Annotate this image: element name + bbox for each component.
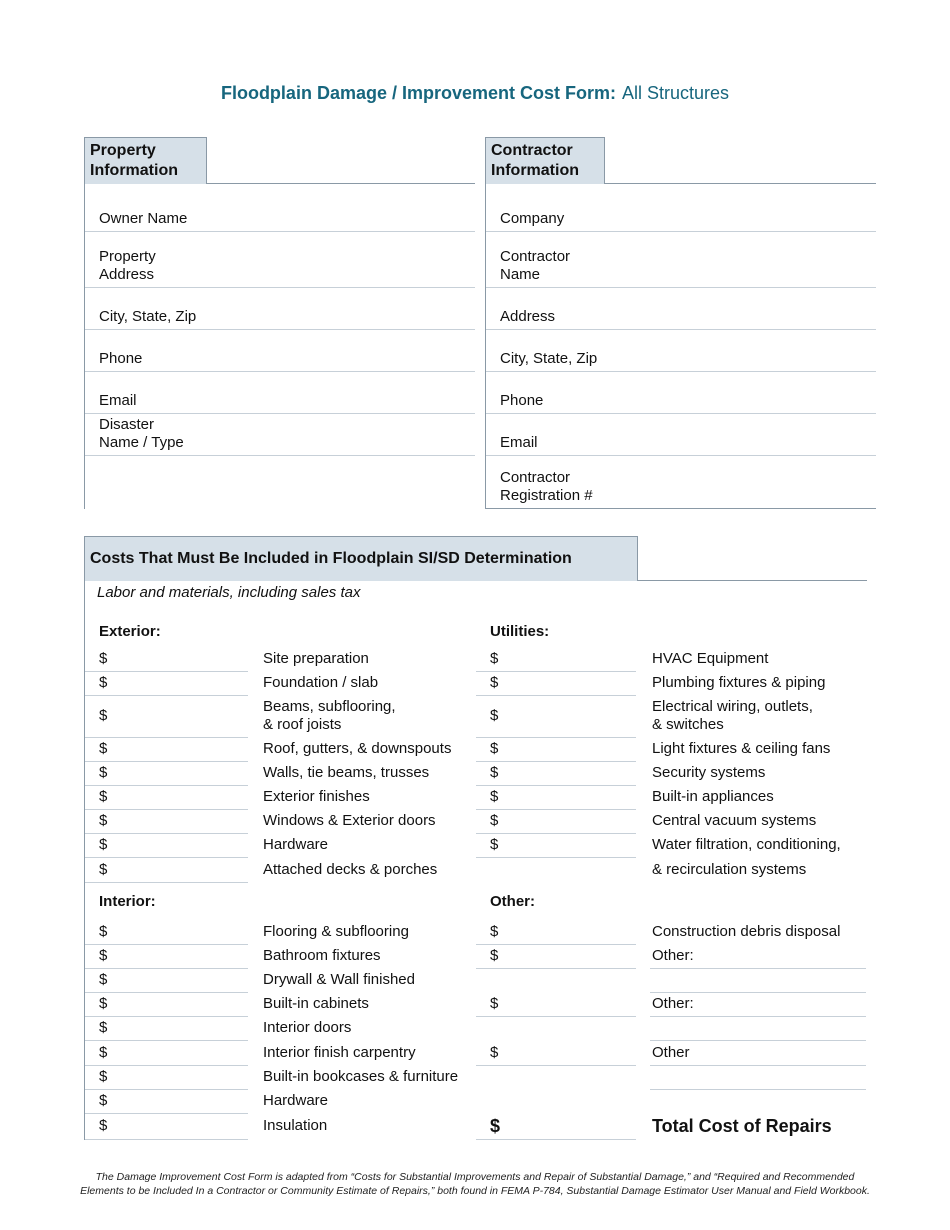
exterior-item-label [263,788,370,806]
utilities-item-line2: & switches [652,716,724,733]
total-amount-field[interactable] [476,1139,636,1140]
other-cost-input[interactable] [476,1016,636,1017]
interior-dollar-sign: $ [99,1117,108,1134]
costs-header-rule [637,580,867,581]
property-field-label [99,308,196,326]
property-field-input[interactable] [85,287,475,288]
other-cost-input[interactable] [476,968,636,969]
utilities-item-line1: & recirculation systems [652,861,807,878]
interior-cost-input[interactable] [85,1089,248,1090]
footnote-line2: Elements to be Included In a Contractor or Community Estimate of Repairs,” both found in FEMA P-784, Substantial Damage Estimator User Manual and Field Workbook. [80,1185,870,1197]
interior-dollar-sign: $ [99,971,108,988]
other-description-input[interactable] [650,992,866,993]
property-header-line2: Information [90,162,178,179]
contractor-field-label [500,248,570,284]
interior-cost-input[interactable] [85,1016,248,1017]
other-item-label: Other: [652,995,694,1012]
contractor-field-input[interactable] [486,508,876,509]
property-field-label [99,350,142,368]
exterior-cost-input[interactable] [85,737,248,738]
exterior-item-label [263,740,451,758]
utilities-item-line1: Electrical wiring, outlets, [652,698,813,715]
utilities-cost-input[interactable] [476,857,636,858]
utilities-item-line1: Built-in appliances [652,788,774,805]
contractor-field-label-line1: Company [500,210,565,227]
costs-header [84,536,638,581]
footnote-line1: The Damage Improvement Cost Form is adapted from “Costs for Substantial Improvements and Repair of Substantial Damage,” and “Required and Recommended [95,1171,855,1183]
property-field-label-line2: Address [99,266,155,283]
other-description-input[interactable] [650,968,866,969]
other-dollar-sign: $ [490,1044,499,1061]
property-field-label-line1: Owner Name [99,210,188,227]
contractor-field-label-line1: Contractor [500,469,571,486]
interior-item-label: Interior doors [263,1019,352,1036]
interior-dollar-sign: $ [99,947,108,964]
interior-cost-input[interactable] [85,1065,248,1066]
exterior-dollar-sign: $ [99,788,108,805]
utilities-cost-input[interactable] [476,761,636,762]
interior-cost-input[interactable] [85,1139,248,1140]
interior-item-label: Interior finish carpentry [263,1044,416,1061]
interior-dollar-sign: $ [99,1044,108,1061]
exterior-item-line1: Walls, tie beams, trusses [263,764,430,781]
utilities-label: Utilities: [490,623,550,640]
contractor-field-label-line1: Contractor [500,248,571,265]
exterior-item-line1: Attached decks & porches [263,861,438,878]
interior-dollar-sign: $ [99,1092,108,1109]
interior-dollar-sign: $ [99,995,108,1012]
utilities-cost-input[interactable] [476,833,636,834]
other-item-label: Other: [652,947,694,964]
contractor-field-input[interactable] [486,231,876,232]
costs-left-border [84,580,85,1140]
property-field-input[interactable] [85,455,475,456]
interior-cost-input[interactable] [85,944,248,945]
exterior-cost-input[interactable] [85,785,248,786]
other-description-input[interactable] [650,1016,866,1017]
total-dollar-sign: $ [490,1116,501,1136]
exterior-item-label [263,861,437,879]
utilities-item-label [652,740,830,758]
utilities-item-label [652,674,825,692]
interior-cost-input[interactable] [85,1040,248,1041]
other-cost-input[interactable] [476,944,636,945]
exterior-item-label [263,650,369,668]
property-field-input[interactable] [85,231,475,232]
exterior-item-line1: Beams, subflooring, [263,698,396,715]
costs-header-text: Costs That Must Be Included in Floodplain SI/SD Determination [90,550,572,567]
utilities-cost-input[interactable] [476,737,636,738]
contractor-field-input[interactable] [486,455,876,456]
exterior-item-line2: & roof joists [263,716,342,733]
utilities-item-line1: Plumbing fixtures & piping [652,674,826,691]
exterior-item-label [263,836,328,854]
contractor-header [485,137,605,184]
utilities-cost-input[interactable] [476,671,636,672]
utilities-cost-input[interactable] [476,785,636,786]
property-field-label [99,248,156,284]
page-title [0,83,950,104]
exterior-item-label [263,698,396,734]
exterior-item-line1: Windows & Exterior doors [263,812,436,829]
utilities-item-label [652,764,765,782]
utilities-dollar-sign: $ [490,674,499,691]
property-header [84,137,207,184]
contractor-header-rule [604,183,876,184]
exterior-cost-input[interactable] [85,833,248,834]
interior-item-label: Drywall & Wall finished [263,971,415,988]
utilities-item-label [652,698,813,734]
exterior-item-label [263,812,436,830]
interior-dollar-sign: $ [99,1068,108,1085]
utilities-item-line1: Security systems [652,764,766,781]
contractor-field-label-line2: Name [500,266,541,283]
contractor-field-input[interactable] [486,329,876,330]
utilities-dollar-sign: $ [490,764,499,781]
contractor-field-label-line1: City, State, Zip [500,350,598,367]
property-field-input[interactable] [85,413,475,414]
utilities-dollar-sign: $ [490,788,499,805]
exterior-cost-input[interactable] [85,857,248,858]
exterior-item-line1: Roof, gutters, & downspouts [263,740,452,757]
form-subtitle: All Structures [622,83,730,103]
contractor-field-label-line2: Registration # [500,487,593,504]
contractor-field-input[interactable] [486,413,876,414]
property-field-label [99,210,187,228]
exterior-dollar-sign: $ [99,861,108,878]
interior-item-label: Built-in bookcases & furniture [263,1068,459,1085]
contractor-field-label [500,469,593,505]
utilities-item-line1: Light fixtures & ceiling fans [652,740,831,757]
contractor-field-label-line1: Address [500,308,556,325]
property-field-label-line1: Disaster [99,416,155,433]
interior-dollar-sign: $ [99,1019,108,1036]
utilities-item-line1: HVAC Equipment [652,650,769,667]
property-field-label-line1: Property [99,248,156,265]
exterior-item-label [263,674,378,692]
interior-item-label: Built-in cabinets [263,995,369,1012]
contractor-field-label [500,434,538,452]
interior-item-label: Bathroom fixtures [263,947,381,964]
exterior-cost-input[interactable] [85,761,248,762]
utilities-item-label [652,836,841,854]
property-header-line1: Property [90,142,156,159]
total-cost-label: Total Cost of Repairs [652,1116,832,1136]
contractor-header-line1: Contractor [491,142,573,159]
property-field-label [99,416,184,452]
utilities-dollar-sign: $ [490,740,499,757]
exterior-cost-input[interactable] [85,882,248,883]
interior-cost-input[interactable] [85,968,248,969]
other-label: Other: [490,893,535,910]
exterior-item-line1: Hardware [263,836,329,853]
interior-cost-input[interactable] [85,992,248,993]
contractor-field-label [500,392,543,410]
costs-subheader: Labor and materials, including sales tax [97,584,361,601]
property-field-label [99,392,137,410]
form-title: Floodplain Damage / Improvement Cost Form: [220,83,616,103]
property-header-rule [206,183,475,184]
other-description-input[interactable] [650,1065,866,1066]
exterior-dollar-sign: $ [99,764,108,781]
exterior-cost-input[interactable] [85,809,248,810]
contractor-header-line2: Information [491,162,579,179]
exterior-dollar-sign: $ [99,836,108,853]
other-description-input[interactable] [650,1040,866,1041]
other-cost-input[interactable] [476,1065,636,1066]
interior-item-label: Flooring & subflooring [263,923,409,940]
exterior-item-label [263,764,429,782]
interior-item-label: Hardware [263,1092,329,1109]
utilities-cost-input[interactable] [476,809,636,810]
utilities-dollar-sign: $ [490,836,499,853]
exterior-cost-input[interactable] [85,695,248,696]
other-description-input[interactable] [650,1089,866,1090]
interior-item-label: Insulation [263,1117,328,1134]
exterior-item-line1: Site preparation [263,650,369,667]
property-field-label-line2: Name / Type [99,434,184,451]
contractor-field-label-line1: Email [500,434,538,451]
contractor-field-label [500,308,555,326]
other-dollar-sign: $ [490,995,499,1012]
utilities-item-label [652,861,806,879]
utilities-item-line1: Central vacuum systems [652,812,817,829]
utilities-item-label [652,812,816,830]
interior-cost-input[interactable] [85,1113,248,1114]
utilities-item-label [652,650,768,668]
interior-dollar-sign: $ [99,923,108,940]
utilities-item-line1: Water filtration, conditioning, [652,836,841,853]
other-dollar-sign: $ [490,947,499,964]
other-item-label: Other [652,1044,690,1061]
other-item-label: Construction debris disposal [652,923,841,940]
exterior-label: Exterior: [99,623,161,640]
exterior-dollar-sign: $ [99,707,108,724]
footnote [0,1170,950,1198]
contractor-field-label [500,210,564,228]
property-field-label-line1: Email [99,392,137,409]
property-field-label-line1: City, State, Zip [99,308,197,325]
property-field-label-line1: Phone [99,350,143,367]
contractor-field-input[interactable] [486,371,876,372]
utilities-dollar-sign: $ [490,812,499,829]
contractor-field-input[interactable] [486,287,876,288]
utilities-cost-input[interactable] [476,695,636,696]
utilities-dollar-sign: $ [490,707,499,724]
exterior-item-line1: Foundation / slab [263,674,379,691]
utilities-dollar-sign: $ [490,650,499,667]
other-dollar-sign: $ [490,923,499,940]
utilities-item-label [652,788,774,806]
property-field-input[interactable] [85,371,475,372]
exterior-dollar-sign: $ [99,650,108,667]
property-field-input[interactable] [85,329,475,330]
contractor-field-label-line1: Phone [500,392,544,409]
exterior-dollar-sign: $ [99,674,108,691]
exterior-item-line1: Exterior finishes [263,788,370,805]
contractor-field-label [500,350,597,368]
exterior-dollar-sign: $ [99,812,108,829]
exterior-cost-input[interactable] [85,671,248,672]
interior-label: Interior: [99,893,156,910]
exterior-dollar-sign: $ [99,740,108,757]
